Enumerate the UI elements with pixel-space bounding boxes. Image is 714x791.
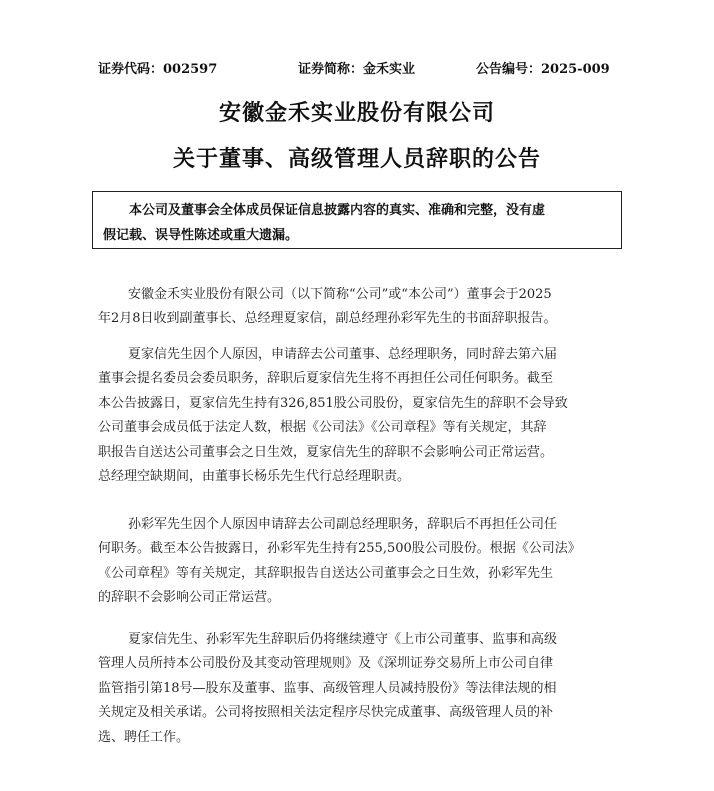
paragraph-line: 公司董事会成员低于法定人数，根据《公司法》《公司章程》等有关规定，其辞 [98, 420, 547, 436]
paragraph-line: 安徽金禾实业股份有限公司（以下简称“公司”或“本公司”）董事会于2025 [128, 287, 552, 302]
paragraph-line: 总经理空缺期间，由董事长杨乐先生代行总经理职责。 [98, 469, 411, 485]
paragraph-line: 管理人员所持本公司股份及其变动管理规则》及《深圳证券交易所上市公司自律 [98, 656, 554, 672]
paragraph-line: 夏家信先生因个人原因，申请辞去公司董事、总经理职务，同时辞去第六届 [128, 347, 558, 362]
security-abbreviation: 证券简称：金禾实业 [298, 62, 416, 77]
paragraph-resignation-receipt [98, 283, 628, 332]
paragraph-line: 的辞职不会影响公司正常运营。 [98, 590, 281, 606]
security-code: 证券代码：002597 [98, 62, 218, 77]
paragraph-line: 夏家信先生、孙彩军先生辞职后仍将继续遵守《上市公司董事、监事和高级 [128, 632, 558, 647]
paragraph-line: 监管指引第18号—股东及董事、监事、高级管理人员减持股份》等法律法规的相 [98, 680, 557, 696]
paragraph-line: 本公告披露日，夏家信先生持有326,851股公司股份，夏家信先生的辞职不会导致 [98, 395, 568, 411]
paragraph-line: 孙彩军先生因个人原因申请辞去公司副总经理职务，辞职后不再担任公司任 [128, 517, 558, 532]
paragraph-compliance [98, 628, 628, 750]
paragraph-line: 董事会提名委员会委员职务，辞职后夏家信先生将不再担任公司任何职务。截至 [98, 371, 554, 387]
notice-line: 假记载、误导性陈述或重大遗漏。 [103, 228, 299, 243]
announcement-title: 关于董事、高级管理人员辞职的公告 [172, 146, 541, 172]
disclosure-notice-box [92, 191, 622, 249]
company-title: 安徽金禾实业股份有限公司 [218, 100, 495, 126]
notice-line: 本公司及董事会全体成员保证信息披露内容的真实、准确和完整，没有虚 [129, 203, 546, 218]
announcement-header [0, 58, 714, 78]
paragraph-line: 《公司章程》等有关规定，其辞职报告自送达公司董事会之日生效，孙彩军先生 [98, 565, 554, 581]
paragraph-line: 职报告自送达公司董事会之日生效，夏家信先生的辞职不会影响公司正常运营。 [98, 444, 554, 460]
paragraph-xia-resignation [98, 343, 628, 489]
paragraph-line: 年2月8日收到副董事长、总经理夏家信，副总经理孙彩军先生的书面辞职报告。 [98, 311, 557, 327]
announcement-number: 公告编号：2025-009 [476, 62, 610, 77]
paragraph-sun-resignation [98, 513, 628, 611]
paragraph-line: 关规定及相关承诺。公司将按照相关法定程序尽快完成董事、高级管理人员的补 [98, 705, 554, 721]
paragraph-line: 选、聘任工作。 [98, 729, 190, 745]
paragraph-line: 何职务。截至本公告披露日，孙彩军先生持有255,500股公司股份。根据《公司法》 [98, 541, 581, 557]
